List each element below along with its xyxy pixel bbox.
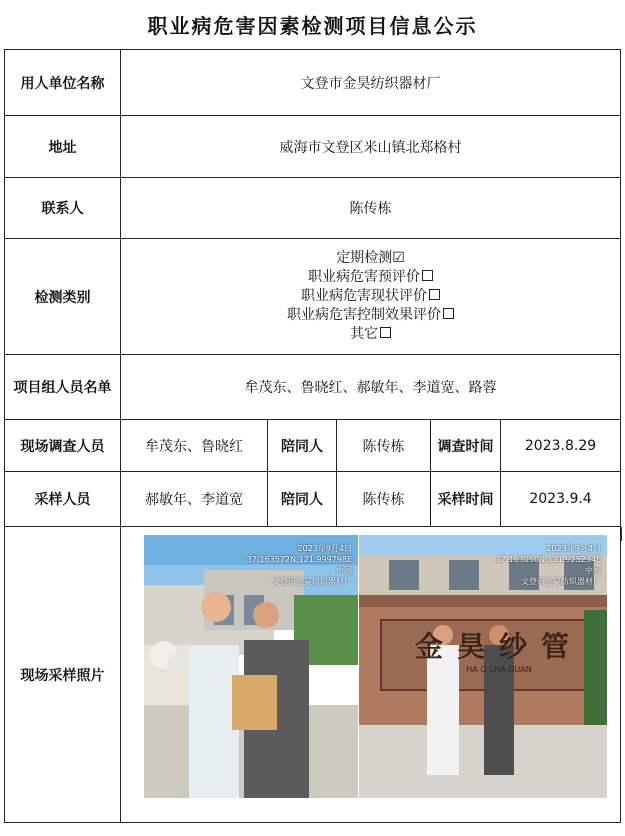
row-team xyxy=(5,355,621,420)
team-label: 项目组人员名单 xyxy=(5,355,121,420)
team-value: 牟茂东、鲁晓红、郝敏年、李道宽、路蓉 xyxy=(121,355,621,420)
sampling-escort: 陈传栋 xyxy=(337,472,431,527)
survey-time-label: 调查时间 xyxy=(431,420,501,472)
row-company xyxy=(5,50,621,116)
survey-escort: 陈传栋 xyxy=(337,420,431,472)
page-title: 职业病危害因素检测项目信息公示 xyxy=(147,14,478,38)
address-label: 地址 xyxy=(5,116,121,178)
sampling-time: 2023.9.4 xyxy=(501,472,621,527)
photos-label: 现场采样照片 xyxy=(5,527,121,823)
address-value: 威海市文登区米山镇北郑格村 xyxy=(121,116,621,178)
contact-value: 陈传栋 xyxy=(121,178,621,239)
photo-right-sign-sub: HA O SHA GUAN xyxy=(466,665,532,674)
unchecked-box-icon xyxy=(422,270,433,281)
company-label: 用人单位名称 xyxy=(5,50,121,116)
category-options xyxy=(121,239,621,355)
unchecked-box-icon xyxy=(443,308,454,319)
unchecked-box-icon xyxy=(380,327,391,338)
unchecked-box-icon xyxy=(429,289,440,300)
row-sampling xyxy=(5,472,621,527)
contact-label: 联系人 xyxy=(5,178,121,239)
page-edge-mark xyxy=(621,527,622,541)
survey-escort-label: 陪同人 xyxy=(268,420,337,472)
category-label: 检测类别 xyxy=(5,239,121,355)
option-other: 其它 xyxy=(121,325,620,344)
info-table xyxy=(4,49,621,823)
photo-right-stamp: 2023年9月4日 37.163050N,121.925234E 中国 文登市金昊纺织器材厂 xyxy=(495,544,601,586)
row-category xyxy=(5,239,621,355)
survey-value: 牟茂东、鲁晓红 xyxy=(121,420,268,472)
company-value: 文登市金昊纺织器材厂 xyxy=(121,50,621,116)
survey-label: 现场调查人员 xyxy=(5,420,121,472)
photo-left-stamp: 2023年9月4日 37.163572N,121.999798E 中国 文登市金昊纺织器材厂 xyxy=(246,544,352,586)
row-contact xyxy=(5,178,621,239)
row-survey xyxy=(5,420,621,472)
sampling-value: 郝敏年、李道宽 xyxy=(121,472,268,527)
checked-box-icon: ☑ xyxy=(392,250,405,266)
photos-cell xyxy=(121,527,621,823)
site-photo-left xyxy=(144,535,358,798)
sampling-escort-label: 陪同人 xyxy=(268,472,337,527)
sampling-label: 采样人员 xyxy=(5,472,121,527)
row-photos xyxy=(5,527,621,823)
photo-right-sign: 金昊纱管 xyxy=(414,630,583,663)
survey-time: 2023.8.29 xyxy=(501,420,621,472)
option-periodic: 定期检测☑ xyxy=(336,250,405,266)
sampling-time-label: 采样时间 xyxy=(431,472,501,527)
option-control-evaluation: 职业病危害控制效果评价 xyxy=(121,306,620,325)
option-pre-evaluation: 职业病危害预评价 xyxy=(121,268,620,287)
site-photo-right xyxy=(359,535,607,798)
row-address xyxy=(5,116,621,178)
option-status-evaluation: 职业病危害现状评价 xyxy=(121,287,620,306)
